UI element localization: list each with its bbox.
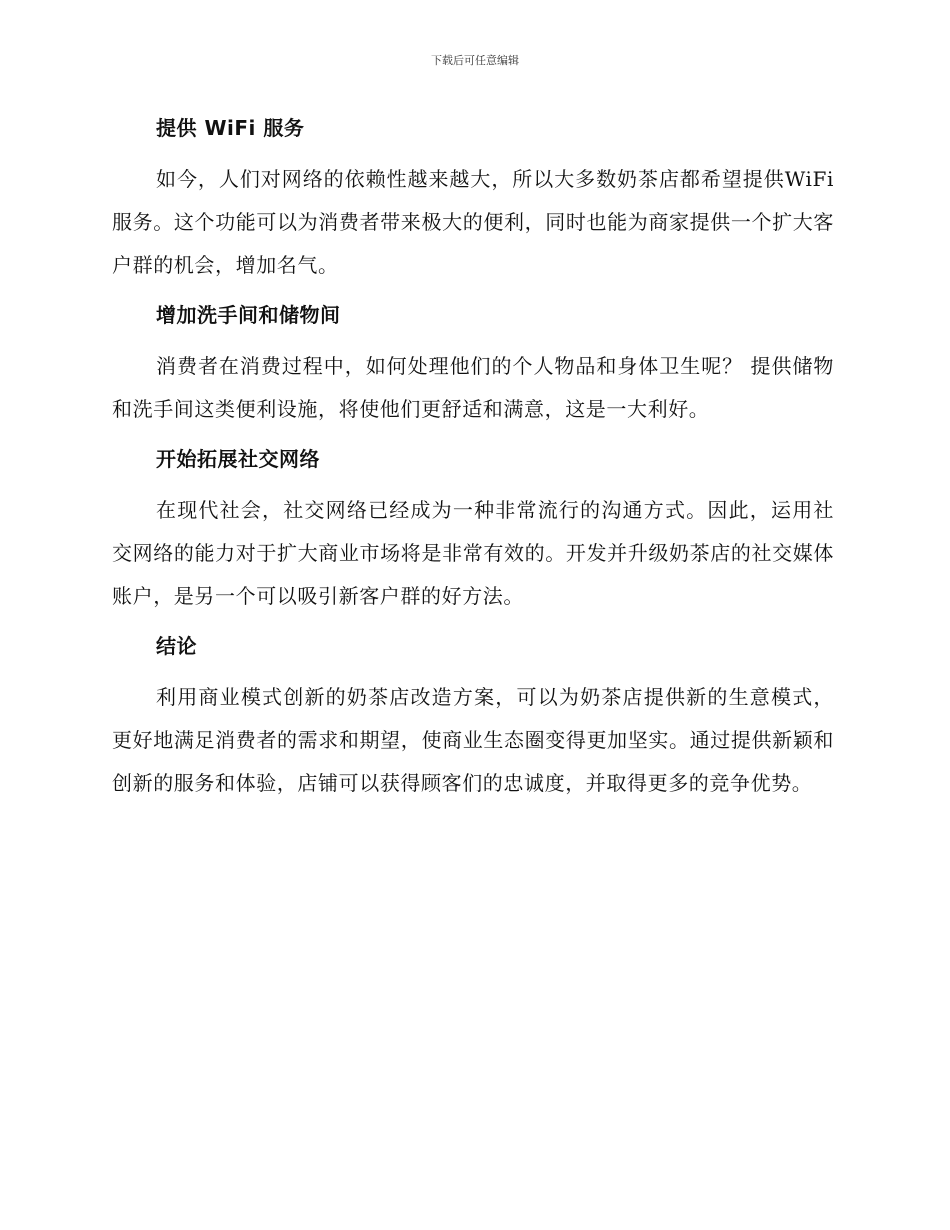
section-heading: 提供 WiFi 服务: [156, 116, 305, 140]
section-paragraph: 如今，人们对网络的依赖性越来越大，所以大多数奶茶店都希望提供WiFi 服务。这个功能可以为消费者带来极大的便利，同时也能为商家提供一个扩大客户群的机会，增加名气。: [112, 167, 834, 277]
section-wifi: [112, 108, 834, 287]
page-header: 下载后可任意编辑: [431, 54, 519, 67]
section-paragraph: 在现代社会，社交网络已经成为一种非常流行的沟通方式。因此，运用社交网络的能力对于扩大商业市场将是非常有效的。开发并升级奶茶店的社交媒体账户，是另一个可以吸引新客户群的好方法。: [112, 498, 834, 608]
section-paragraph: 利用商业模式创新的奶茶店改造方案，可以为奶茶店提供新的生意模式，更好地满足消费者的需求和期望，使商业生态圈变得更加坚实。通过提供新颖和创新的服务和体验，店铺可以获得顾客们的忠诚度，并取得更多的竞争优势。: [112, 685, 834, 795]
document-content: [112, 108, 834, 805]
section-social-network: [112, 439, 834, 618]
section-paragraph: 消费者在消费过程中，如何处理他们的个人物品和身体卫生呢？ 提供储物和洗手间这类便利设施，将使他们更舒适和满意，这是一大利好。: [112, 354, 834, 421]
section-heading: 结论: [156, 634, 197, 658]
section-heading: 增加洗手间和储物间: [156, 303, 341, 327]
section-conclusion: [112, 626, 834, 805]
section-heading: 开始拓展社交网络: [156, 447, 320, 471]
section-restroom-storage: [112, 295, 834, 431]
